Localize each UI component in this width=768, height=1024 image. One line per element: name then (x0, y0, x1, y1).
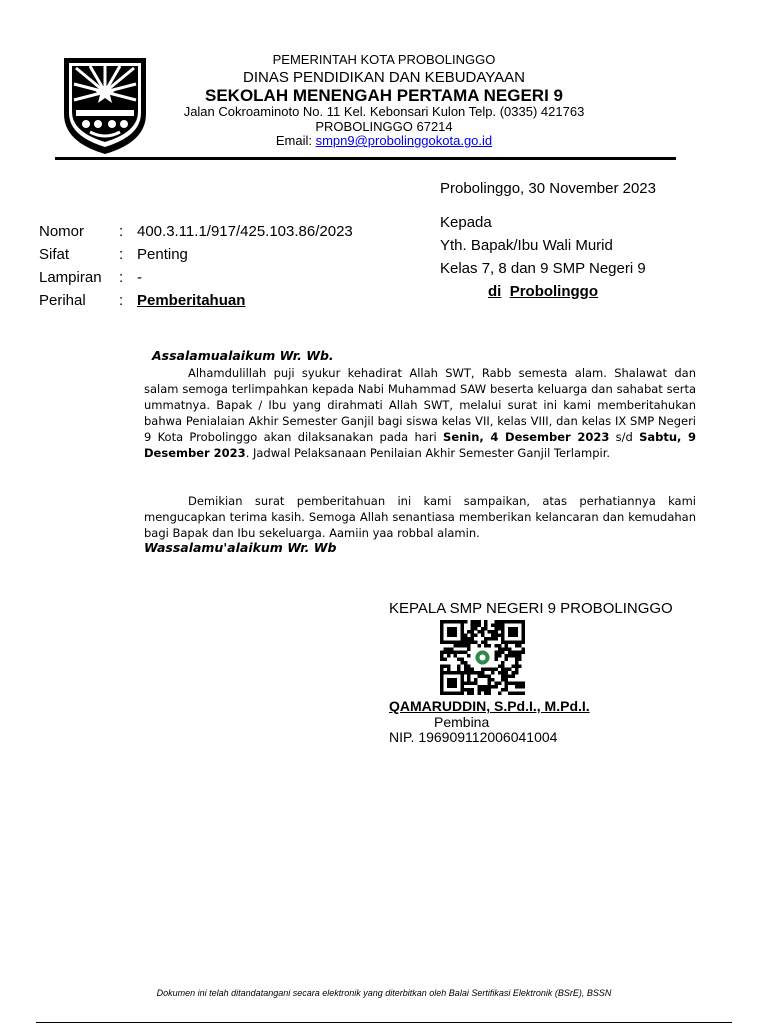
date-range-separator: s/d (609, 430, 640, 444)
letterhead-government: PEMERINTAH KOTA PROBOLINGGO (272, 52, 496, 67)
signatory-nip: NIP. 196909112006041004 (389, 729, 558, 745)
meta-nomor-value: 400.3.11.1/917/425.103.86/2023 (137, 223, 353, 240)
email-link[interactable]: smpn9@probolinggokota.go.id (315, 133, 493, 148)
meta-perihal-value: Pemberitahuan (137, 292, 246, 309)
exam-end-date: Sabtu, 9 Desember 2023 (144, 430, 697, 460)
letterhead-city: PROBOLINGGO 67214 (315, 119, 453, 134)
qr-code-icon (440, 620, 525, 695)
recipient-line-1: Yth. Bapak/Ibu Wali Murid (440, 237, 613, 254)
email-label: Email: (275, 133, 316, 148)
closing-greeting: Wassalamu'alaikum Wr. Wb (144, 540, 337, 555)
signatory-title: KEPALA SMP NEGERI 9 PROBOLINGGO (389, 600, 673, 617)
e-signature-footer-note: Dokumen ini telah ditandatangani secara elektronik yang diterbitkan oleh Balai Sertifikasi Elektronik (BSrE), BSSN (156, 988, 612, 998)
meta-nomor-colon: : (119, 223, 124, 240)
recipient-place: Probolinggo (509, 283, 599, 300)
body-paragraph-2: Demikian surat pemberitahuan ini kami sampaikan, atas perhatiannya kami mengucapkan terima kasih. Semoga Allah senantiasa memberikan kelancaran dan kemudahan bagi Bapak dan Ibu sekeluarga. Aamiin yaa robbal alamin. (144, 494, 696, 540)
recipient-line-2: Kelas 7, 8 dan 9 SMP Negeri 9 (440, 260, 646, 277)
recipient-place-line (488, 283, 598, 300)
signatory-name: QAMARUDDIN, S.Pd.I., M.Pd.I. (389, 698, 590, 714)
body-paragraph-1-text-b: . Jadwal Pelaksanaan Penilaian Akhir Semester Ganjil Terlampir. (245, 446, 611, 460)
letter-date: Probolinggo, 30 November 2023 (440, 180, 656, 197)
meta-lampiran-value: - (137, 269, 142, 286)
letterhead-divider (55, 157, 676, 160)
body-paragraph-1 (144, 365, 696, 461)
city-coat-of-arms-icon (60, 56, 150, 156)
exam-start-date: Senin, 4 Desember 2023 (443, 430, 610, 444)
letterhead-school-name: SEKOLAH MENENGAH PERTAMA NEGERI 9 (205, 86, 563, 105)
letterhead-email-line (150, 134, 618, 149)
recipient-di: di (488, 283, 502, 300)
meta-sifat-label: Sifat (39, 246, 70, 263)
meta-lampiran-colon: : (119, 269, 124, 286)
meta-sifat-value: Penting (137, 246, 188, 263)
meta-nomor-label: Nomor (39, 223, 85, 240)
letterhead-department: DINAS PENDIDIKAN DAN KEBUDAYAAN (242, 69, 525, 86)
body-paragraph-1-text-a: Alhamdulillah puji syukur kehadirat Allah SWT, Rabb semesta alam. Shalawat dan salam semoga terlimpahkan kepada Nabi Muhammad SAW beserta keluarga dan sahabat serta ummatnya. Bapak / Ibu yang dirahmati Allah SWT, melalui surat ini kami memberitahukan bahwa Penialaian Akhir Semester Ganjil bagi siswa kelas VII, kelas VIII, dan kelas IX SMP Negeri 9 Kota Probolinggo akan dilaksanakan pada hari (144, 366, 696, 444)
meta-lampiran-label: Lampiran (39, 269, 102, 286)
meta-perihal-colon: : (119, 292, 124, 309)
meta-sifat-colon: : (119, 246, 124, 263)
letterhead-address: Jalan Cokroaminoto No. 11 Kel. Kebonsari Kulon Telp. (0335) 421763 (183, 104, 585, 119)
meta-perihal-label: Perihal (39, 292, 86, 309)
salutation: Assalamualaikum Wr. Wb. (152, 348, 334, 363)
footer-divider (36, 1022, 732, 1023)
signatory-rank: Pembina (434, 714, 490, 730)
recipient-to-label: Kepada (440, 214, 492, 231)
